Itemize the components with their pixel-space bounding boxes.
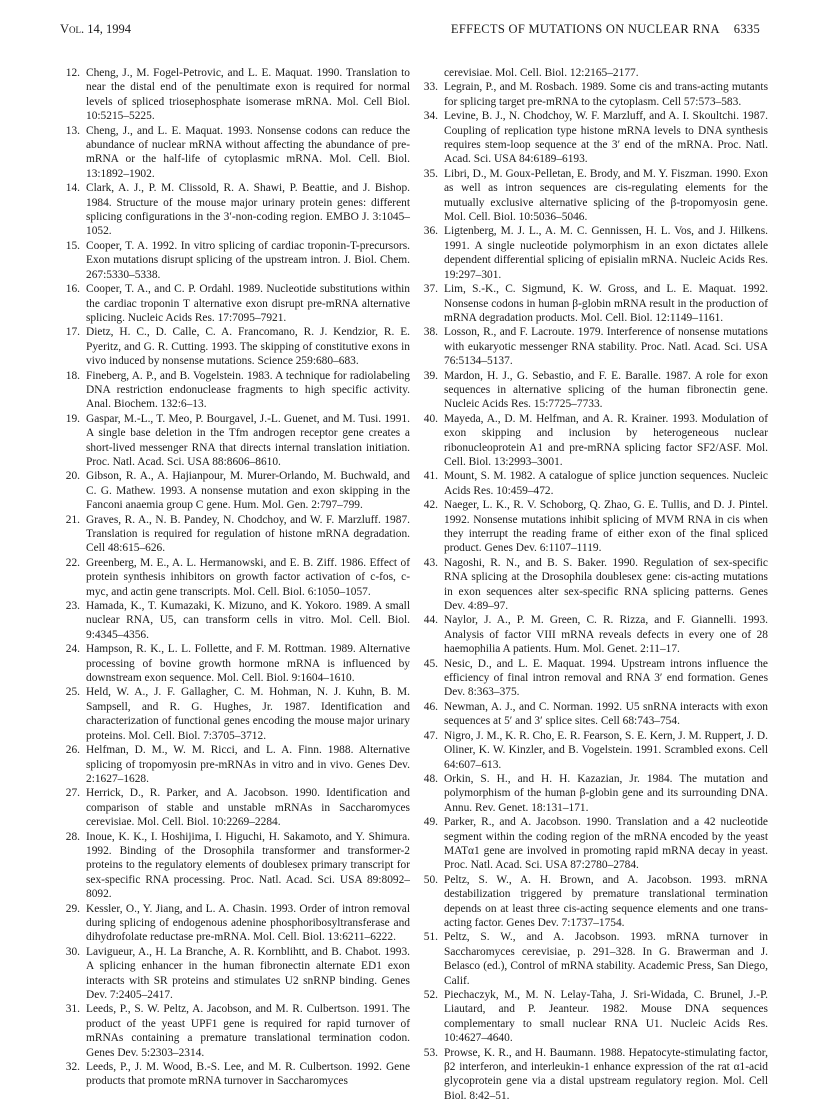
reference-entry [418,412,768,470]
reference-number: 47. [423,729,438,742]
reference-number: 40. [423,412,438,425]
reference-number: 24. [65,643,80,656]
reference-text: Ligtenberg, M. J. L., A. M. C. Gennissen, H. L. Vos, and J. Hilkens. 1991. A single nucleotide polymorphism in an exon dictates allele dependent differential splicing of episialin mRNA. Nucleic Acids Res. 19:297–301. [444,225,768,281]
reference-number: 14. [65,182,80,195]
reference-entry [60,945,410,1003]
reference-number: 43. [423,556,438,569]
reference-entry [60,469,410,512]
reference-entry [418,80,768,109]
reference-entry [418,930,768,988]
reference-number: 41. [423,470,438,483]
reference-entry [60,599,410,642]
reference-entry [418,657,768,700]
reference-entry [60,181,410,239]
reference-text: Cooper, T. A., and C. P. Ordahl. 1989. Nucleotide substitutions within the cardiac troponin T alternative exon disrupt pre-mRNA alternative splicing. Nucleic Acids Res. 17:7095–7921. [86,283,410,324]
reference-entry [60,513,410,556]
reference-text: Nagoshi, R. N., and B. S. Baker. 1990. Regulation of sex-specific RNA splicing at the Drosophila doublesex gene: cis-acting mutations in exon sequences alter sex-specific RNA splicing patterns. Genes Dev. 4:89–97. [444,556,768,613]
reference-text: Orkin, S. H., and H. H. Kazazian, Jr. 1984. The mutation and polymorphism of the human β-globin gene and its surrounding DNA. Annu. Rev. Genet. 18:131–171. [444,772,768,814]
reference-number: 36. [423,225,438,238]
reference-text: Hamada, K., T. Kumazaki, K. Mizuno, and K. Yokoro. 1989. A small nuclear RNA, U5, can transform cells in vitro. Mol. Cell. Biol. 9:4345–4356. [86,600,410,641]
reference-entry [60,282,410,325]
reference-entry [418,167,768,225]
reference-entry [418,873,768,931]
reference-text: Mount, S. M. 1982. A catalogue of splice junction sequences. Nucleic Acids Res. 10:459–472. [444,470,768,497]
reference-number: 28. [65,830,80,843]
reference-number: 52. [423,989,438,1001]
reference-number: 20. [65,470,80,483]
reference-text: Clark, A. J., P. M. Clissold, R. A. Shawi, P. Beattie, and J. Bishop. 1984. Structure of the mouse major urinary protein genes: different splicing configurations in the 3′-non-coding region. EMBO J. 3:1045–1052. [86,182,410,238]
reference-text: Helfman, D. M., W. M. Ricci, and L. A. Finn. 1988. Alternative splicing of tropomyosin pre-mRNAs in vitro and in vivo. Genes Dev. 2:1627–1628. [86,744,410,785]
reference-text: Graves, R. A., N. B. Pandey, N. Chodchoy, and W. F. Marzluff. 1987. Translation is required for regulation of histone mRNA degradation. Cell 48:615–626. [86,513,410,555]
reference-number: 38. [423,326,438,339]
reference-number: 46. [423,700,438,713]
reference-entry [418,498,768,556]
reference-text: Levine, B. J., N. Chodchoy, W. F. Marzluff, and A. I. Skoultchi. 1987. Coupling of replication type histone mRNA levels to DNA synthesis requires stem-loop sequence at the 3′ end of the mRNA. Proc. Natl. Acad. Sci. USA 84:6189–6193. [444,110,768,166]
reference-entry [60,556,410,599]
reference-text: Libri, D., M. Goux-Pelletan, E. Brody, and M. Y. Fiszman. 1990. Exon as well as intron sequences are cis-regulating elements for the mutually exclusive alternative splicing of the β-tropomyosin gene. Mol. Cell. Biol. 10:5036–5046. [444,167,768,224]
page-header [60,22,760,42]
reference-text: Mardon, H. J., G. Sebastio, and F. E. Baralle. 1987. A role for exon sequences in alternative splicing of the human fibronectin gene. Nucleic Acids Res. 15:7725–7733. [444,369,768,411]
reference-number: 25. [65,686,80,699]
reference-entry [418,613,768,656]
reference-entry [418,729,768,772]
reference-entry [418,772,768,815]
reference-text: Herrick, D., R. Parker, and A. Jacobson. 1990. Identification and comparison of stable and unstable mRNAs in Saccharomyces cerevisiae. Mol. Cell. Biol. 10:2269–2284. [86,787,410,829]
reference-number: 51. [423,931,438,944]
reference-entry [60,1060,410,1089]
reference-text: Inoue, K. K., I. Hoshijima, I. Higuchi, H. Sakamoto, and Y. Shimura. 1992. Binding of the Drosophila transformer and transformer-2 proteins to the regulatory elements of doublesex primary transcript for sex-specific RNA processing. Proc. Natl. Acad. Sci. USA 89:8092–8092. [86,830,410,901]
reference-text: Hampson, R. K., L. L. Follette, and F. M. Rottman. 1989. Alternative processing of bovine growth hormone mRNA is influenced by downstream exon sequence. Mol. Cell. Biol. 9:1604–1610. [86,643,410,685]
reference-entry [60,66,410,124]
reference-text: Mayeda, A., D. M. Helfman, and A. R. Krainer. 1993. Modulation of exon skipping and inclusion by heterogeneous nuclear ribonucleoprotein A1 and pre-mRNA splicing factor SF2/ASF. Mol. Cell. Biol. 13:2993–3001. [444,412,768,468]
reference-text: Gaspar, M.-L., T. Meo, P. Bourgavel, J.-L. Guenet, and M. Tusi. 1991. A single base deletion in the Tfm androgen receptor gene creates a short-lived messenger RNA that directs internal translation initiation. Proc. Natl. Acad. Sci. USA 88:8606–8610. [86,412,410,468]
reference-entry [60,1002,410,1060]
reference-entry [60,124,410,182]
reference-text: Lavigueur, A., H. La Branche, A. R. Kornblihtt, and B. Chabot. 1993. A splicing enhancer in the human fibronectin alternate ED1 exon interacts with SR proteins and stimulates U2 snRNP binding. Genes Dev. 7:2405–2417. [86,945,410,1001]
reference-number: 19. [65,412,80,425]
reference-text: Newman, A. J., and C. Norman. 1992. U5 snRNA interacts with exon sequences at 5′ and 3′ splice sites. Cell 68:743–754. [444,700,768,728]
reference-number: 35. [423,167,438,180]
reference-number: 23. [65,600,80,613]
reference-text: Leeds, P., J. M. Wood, B.-S. Lee, and M. R. Culbertson. 1992. Gene products that promote mRNA turnover in Saccharomyces [86,1061,410,1088]
reference-number: 16. [65,283,80,296]
reference-text: Lim, S.-K., C. Sigmund, K. W. Gross, and L. E. Maquat. 1992. Nonsense codons in human β-globin mRNA result in the production of mRNA degradation products. Mol. Cell. Biol. 12:1149–1161. [444,283,768,324]
reference-number: 18. [65,369,80,382]
reference-number: 30. [65,945,80,958]
reference-entry [60,786,410,829]
reference-text: Prowse, K. R., and H. Baumann. 1988. Hepatocyte-stimulating factor, β2 interferon, and interleukin-1 enhance expression of the rat α1-acid glycoprotein gene via a distal upstream regulatory region. Mol. Cell Biol. 8:42–51. [444,1046,768,1102]
reference-text: Gibson, R. A., A. Hajianpour, M. Murer-Orlando, M. Buchwald, and C. G. Mathew. 1993. A nonsense mutation and exon skipping in the Fanconi anaemia group C gene. Hum. Mol. Gen. 2:797–799. [86,470,410,512]
reference-text: Peltz, S. W., A. H. Brown, and A. Jacobson. 1993. mRNA destabilization triggered by premature translational termination depends on at least three cis-acting sequence elements and one trans-acting factor. Genes Dev. 7:1737–1754. [444,873,768,929]
reference-entry [60,902,410,945]
reference-entry [60,642,410,685]
reference-number: 34. [423,110,438,123]
reference-text: Cheng, J., and L. E. Maquat. 1993. Nonsense codons can reduce the abundance of nuclear mRNA without affecting the abundance of pre-mRNA or the half-life of cytoplasmic mRNA. Mol. Cell. Biol. 13:1892–1902. [86,124,410,180]
reference-number: 45. [423,657,438,670]
reference-text: Greenberg, M. E., A. L. Hermanowski, and E. B. Ziff. 1986. Effect of protein synthesis inhibitors on growth factor activation of c-fos, c-myc, and actin gene transcripts. Mol. Cell. Biol. 6:1050–1057. [86,556,410,598]
reference-text: Piechaczyk, M., M. N. Lelay-Taha, J. Sri-Widada, C. Brunel, J.-P. Liautard, and P. Jeanteur. 1982. Mouse DNA sequences complementary to small nuclear RNA U1. Nucleic Acids Res. 10:4627–4640. [444,989,768,1045]
reference-text: Naylor, J. A., P. M. Green, C. R. Rizza, and F. Giannelli. 1993. Analysis of factor VIII mRNA reveals defects in every one of 28 haemophilia A patients. Hum. Mol. Genet. 2:11–17. [444,614,768,656]
running-title-text: EFFECTS OF MUTATIONS ON NUCLEAR RNA [450,22,720,36]
journal-volume: Vol. 14, 1994 [60,22,132,36]
reference-entry [418,700,768,729]
reference-entry [418,469,768,498]
page-number: 6335 [733,22,760,36]
reference-number: 49. [423,816,438,829]
reference-number: 39. [423,369,438,382]
reference-entry [60,325,410,368]
reference-text: Dietz, H. C., D. Calle, C. A. Francomano, R. J. Kendzior, R. E. Pyeritz, and G. R. Cutting. 1993. The skipping of constitutive exons in vivo induced by nonsense mutations. Science 259:680–683. [86,326,410,368]
reference-number: 42. [423,499,438,512]
reference-text: Nesic, D., and L. E. Maquat. 1994. Upstream introns influence the efficiency of final intron removal and RNA 3′ end formation. Genes Dev. 8:363–375. [444,657,768,699]
reference-text: Parker, R., and A. Jacobson. 1990. Translation and a 42 nucleotide segment within the coding region of the mRNA encoded by the yeast MATα1 gene are involved in promoting rapid mRNA decay in yeast. Proc. Natl. Acad. Sci. USA 87:2780–2784. [444,816,768,872]
reference-text: Fineberg, A. P., and B. Vogelstein. 1983. A technique for radiolabeling DNA restriction endonuclease fragments to high specific activity. Anal. Biochem. 132:6–13. [86,369,410,411]
reference-text: Held, W. A., J. F. Gallagher, C. M. Hohman, N. J. Kuhn, B. M. Sampsell, and R. G. Hughes, Jr. 1987. Identification and characterization of functional genes encoding the mouse major urinary proteins. Mol. Cell. Biol. 7:3705–3712. [86,686,410,742]
reference-number: 12. [65,67,80,79]
reference-number: 29. [65,902,80,915]
reference-number: 22. [65,556,80,569]
reference-number: 37. [423,283,438,296]
reference-number: 48. [423,772,438,785]
reference-text: Nigro, J. M., K. R. Cho, E. R. Fearson, S. E. Kern, J. M. Ruppert, J. D. Oliner, K. W. Kinzler, and B. Vogelstein. 1991. Scrambled exons. Cell 64:607–613. [444,729,768,771]
reference-number: 17. [65,326,80,339]
reference-continuation: cerevisiae. Mol. Cell. Biol. 12:2165–2177. [444,67,639,79]
reference-entry [418,224,768,282]
reference-number: 33. [423,81,438,94]
reference-number: 26. [65,744,80,757]
right-column [418,66,768,1103]
reference-text: Losson, R., and F. Lacroute. 1979. Interference of nonsense mutations with eukaryotic messenger RNA stability. Proc. Natl. Acad. Sci. USA 76:5134–5137. [444,326,768,368]
reference-entry [418,282,768,325]
reference-number: 27. [65,787,80,800]
reference-text: Leeds, P., S. W. Peltz, A. Jacobson, and M. R. Culbertson. 1991. The product of the yeast UPF1 gene is required for rapid turnover of mRNAs containing a premature translational termination codon. Genes Dev. 5:2303–2314. [86,1003,410,1059]
reference-text: Naeger, L. K., R. V. Schoborg, Q. Zhao, G. E. Tullis, and D. J. Pintel. 1992. Nonsense mutations inhibit splicing of MVM RNA in cis when they interrupt the reading frame of either exon of the final spliced product. Genes Dev. 6:1107–1119. [444,499,768,555]
reference-text: Cooper, T. A. 1992. In vitro splicing of cardiac troponin-T-precursors. Exon mutations disrupt splicing of the upstream intron. J. Biol. Chem. 267:5330–5338. [86,239,410,281]
reference-number: 32. [65,1061,80,1074]
reference-entry [418,988,768,1046]
left-column [60,66,410,1089]
reference-entry [418,369,768,412]
reference-text: Legrain, P., and M. Rosbach. 1989. Some cis and trans-acting mutants for splicing target pre-mRNA to the cytoplasm. Cell 57:573–583. [444,81,768,108]
reference-number: 53. [423,1046,438,1059]
reference-number: 31. [65,1003,80,1016]
reference-entry [60,685,410,743]
reference-number: 21. [65,513,80,526]
reference-text: Peltz, S. W., and A. Jacobson. 1993. mRNA turnover in Saccharomyces cerevisiae, p. 291–328. In G. Brawerman and J. Belasco (ed.), Control of mRNA stability. Academic Press, San Diego, Calif. [444,931,768,987]
running-title [451,22,760,37]
reference-text: Kessler, O., Y. Jiang, and L. A. Chasin. 1993. Order of intron removal during splicing of endogenous adenine phosphoribosyltransferase and dihydrofolate reductase pre-mRNA. Mol. Cell. Biol. 13:6211–6222. [86,902,410,944]
reference-number: 15. [65,239,80,252]
reference-entry [418,1046,768,1103]
reference-text: Cheng, J., M. Fogel-Petrovic, and L. E. Maquat. 1990. Translation to near the distal end of the penultimate exon is required for normal levels of spliced triosephosphate isomerase mRNA. Mol. Cell Biol. 10:5215–5225. [86,67,410,123]
reference-number: 44. [423,614,438,627]
reference-number: 50. [423,873,438,886]
reference-entry [418,815,768,873]
reference-entry [418,109,768,167]
reference-entry [418,325,768,368]
reference-entry [60,239,410,282]
reference-entry [60,412,410,470]
reference-entry [60,743,410,786]
reference-entry [60,369,410,412]
reference-number: 13. [65,124,80,137]
reference-entry [60,830,410,902]
reference-entry [418,556,768,614]
